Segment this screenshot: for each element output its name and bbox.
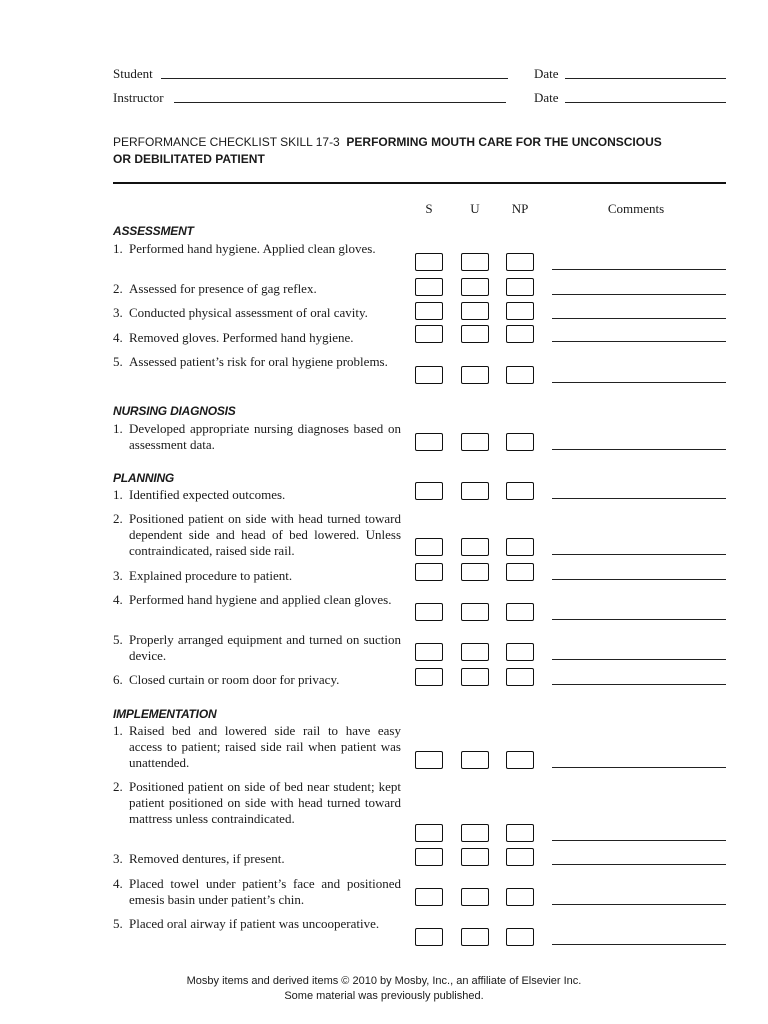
instructor-field[interactable] — [113, 90, 506, 106]
comment-line[interactable] — [552, 767, 726, 768]
instructor-line[interactable] — [174, 101, 506, 103]
checkbox-np[interactable] — [506, 563, 534, 581]
checklist-item: 1. Raised bed and lowered side rail to have easy access to patient; raised side rail when patient was unattended. — [113, 723, 401, 770]
checkbox-s[interactable] — [415, 325, 443, 343]
section-implementation: IMPLEMENTATION — [113, 707, 217, 721]
checkbox-u[interactable] — [461, 928, 489, 946]
checkbox-np[interactable] — [506, 538, 534, 556]
checklist-item: 5. Placed oral airway if patient was uncooperative. — [113, 916, 380, 931]
checkbox-np[interactable] — [506, 603, 534, 621]
checklist-item: 5. Properly arranged equipment and turned on suction device. — [113, 632, 401, 663]
checkbox-u[interactable] — [461, 278, 489, 296]
skill-code: PERFORMANCE CHECKLIST SKILL 17-3 — [113, 135, 340, 149]
checkbox-s[interactable] — [415, 433, 443, 451]
checklist-item: 4. Placed towel under patient’s face and positioned emesis basin under patient’s chin. — [113, 876, 401, 907]
comment-line[interactable] — [552, 294, 726, 295]
checkbox-s[interactable] — [415, 278, 443, 296]
comment-line[interactable] — [552, 498, 726, 499]
checkbox-u[interactable] — [461, 253, 489, 271]
column-np: NP — [511, 201, 529, 216]
checkbox-np[interactable] — [506, 928, 534, 946]
checkbox-np[interactable] — [506, 482, 534, 500]
checkbox-np[interactable] — [506, 824, 534, 842]
student-label: Student — [113, 66, 153, 81]
checkbox-np[interactable] — [506, 433, 534, 451]
checkbox-u[interactable] — [461, 668, 489, 686]
checklist-item: 3. Conducted physical assessment of oral cavity. — [113, 305, 368, 320]
checkbox-s[interactable] — [415, 643, 443, 661]
checkbox-s[interactable] — [415, 366, 443, 384]
date-label: Date — [534, 90, 559, 105]
checklist-item: 1. Performed hand hygiene. Applied clean gloves. — [113, 241, 376, 256]
checklist-item: 1. Developed appropriate nursing diagnoses based on assessment data. — [113, 421, 401, 452]
checklist-item: 3. Removed dentures, if present. — [113, 851, 285, 866]
copyright-line-1: Mosby items and derived items © 2010 by Mosby, Inc., an affiliate of Elsevier Inc. — [186, 975, 582, 987]
comment-line[interactable] — [552, 659, 726, 660]
checkbox-np[interactable] — [506, 278, 534, 296]
comment-line[interactable] — [552, 684, 726, 685]
checkbox-s[interactable] — [415, 928, 443, 946]
checkbox-s[interactable] — [415, 824, 443, 842]
checkbox-np[interactable] — [506, 848, 534, 866]
checkbox-u[interactable] — [461, 302, 489, 320]
student-date-field[interactable] — [534, 66, 726, 82]
section-nursing-diagnosis: NURSING DIAGNOSIS — [113, 404, 236, 418]
instructor-date-line[interactable] — [565, 101, 726, 103]
checklist-item: 4. Performed hand hygiene and applied clean gloves. — [113, 592, 392, 607]
comment-line[interactable] — [552, 449, 726, 450]
date-label: Date — [534, 66, 559, 81]
checklist-item: 3. Explained procedure to patient. — [113, 568, 293, 583]
checkbox-s[interactable] — [415, 563, 443, 581]
skill-name-line1: PERFORMING MOUTH CARE FOR THE UNCONSCIOUS — [346, 135, 662, 149]
checkbox-u[interactable] — [461, 848, 489, 866]
checklist-item: 2. Positioned patient on side with head turned toward dependent side and head of bed lowered. Unless contraindicated, raised side rail. — [113, 511, 401, 558]
checklist-item: 5. Assessed patient’s risk for oral hygiene problems. — [113, 354, 388, 369]
skill-name-line2: OR DEBILITATED PATIENT — [113, 152, 265, 166]
checkbox-u[interactable] — [461, 643, 489, 661]
checkbox-u[interactable] — [461, 433, 489, 451]
section-assessment: ASSESSMENT — [113, 224, 194, 238]
checklist-item: 2. Assessed for presence of gag reflex. — [113, 281, 317, 296]
comment-line[interactable] — [552, 554, 726, 555]
skill-title — [113, 134, 733, 168]
checkbox-u[interactable] — [461, 888, 489, 906]
checkbox-np[interactable] — [506, 325, 534, 343]
checkbox-np[interactable] — [506, 366, 534, 384]
checkbox-s[interactable] — [415, 668, 443, 686]
checklist-item: 2. Positioned patient on side of bed near student; kept patient positioned on side with head turned toward mattress unless contraindicated. — [113, 779, 401, 826]
student-field[interactable] — [113, 66, 508, 82]
checkbox-u[interactable] — [461, 824, 489, 842]
checklist-item: 1. Identified expected outcomes. — [113, 487, 286, 502]
comment-line[interactable] — [552, 382, 726, 383]
checkbox-np[interactable] — [506, 668, 534, 686]
checkbox-u[interactable] — [461, 366, 489, 384]
checkbox-u[interactable] — [461, 751, 489, 769]
checkbox-s[interactable] — [415, 482, 443, 500]
checkbox-np[interactable] — [506, 302, 534, 320]
checkbox-s[interactable] — [415, 848, 443, 866]
checkbox-u[interactable] — [461, 482, 489, 500]
column-u: U — [470, 201, 480, 216]
comment-line[interactable] — [552, 904, 726, 905]
header-divider — [113, 182, 726, 184]
comment-line[interactable] — [552, 318, 726, 319]
student-date-line[interactable] — [565, 77, 726, 79]
checklist-item: 6. Closed curtain or room door for privacy. — [113, 672, 340, 687]
instructor-label: Instructor — [113, 90, 164, 105]
checkbox-s[interactable] — [415, 253, 443, 271]
checkbox-s[interactable] — [415, 888, 443, 906]
checkbox-s[interactable] — [415, 751, 443, 769]
student-line[interactable] — [161, 77, 508, 79]
checkbox-u[interactable] — [461, 538, 489, 556]
checkbox-np[interactable] — [506, 643, 534, 661]
comment-line[interactable] — [552, 579, 726, 580]
comment-line[interactable] — [552, 341, 726, 342]
comment-line[interactable] — [552, 840, 726, 841]
checkbox-u[interactable] — [461, 563, 489, 581]
checkbox-s[interactable] — [415, 302, 443, 320]
column-s: S — [425, 201, 433, 216]
checkbox-s[interactable] — [415, 538, 443, 556]
comment-line[interactable] — [552, 944, 726, 945]
checklist-item: 4. Removed gloves. Performed hand hygiene. — [113, 330, 354, 345]
checkbox-np[interactable] — [506, 253, 534, 271]
instructor-date-field[interactable] — [534, 90, 726, 106]
column-comments: Comments — [607, 201, 665, 216]
checkbox-np[interactable] — [506, 751, 534, 769]
copyright-line-2: Some material was previously published. — [284, 990, 484, 1002]
checkbox-np[interactable] — [506, 888, 534, 906]
checkbox-u[interactable] — [461, 325, 489, 343]
checkbox-u[interactable] — [461, 603, 489, 621]
comment-line[interactable] — [552, 864, 726, 865]
checkbox-s[interactable] — [415, 603, 443, 621]
section-planning: PLANNING — [113, 471, 175, 485]
comment-line[interactable] — [552, 619, 726, 620]
comment-line[interactable] — [552, 269, 726, 270]
